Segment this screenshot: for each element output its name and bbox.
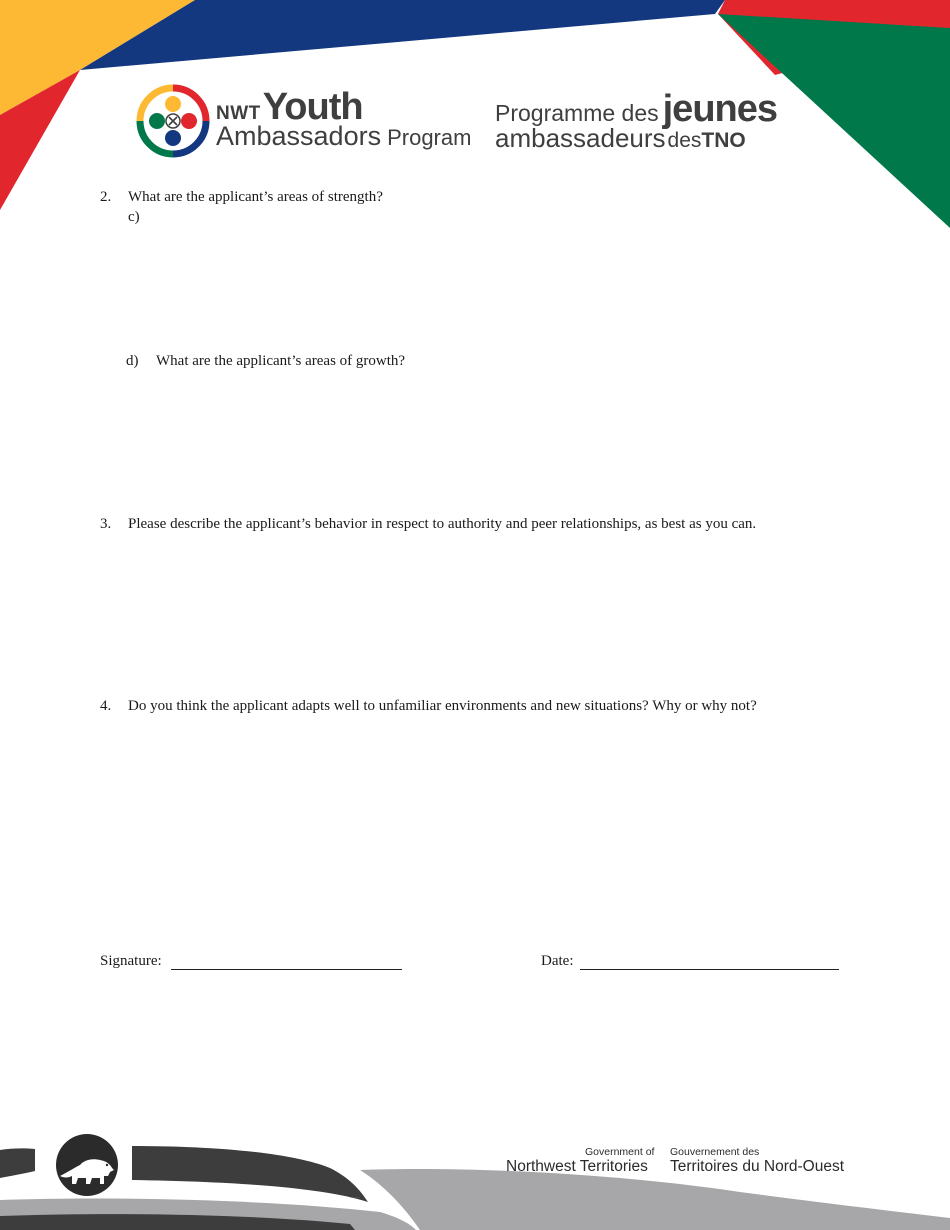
question-text: What are the applicant’s areas of growth? [156, 353, 406, 369]
answer-area-behavior[interactable] [128, 540, 848, 690]
logo-ambassadeurs-text: ambassadeurs [495, 123, 666, 153]
gov-english-small: Government of [585, 1146, 655, 1158]
logo-youth-text: Youth [262, 86, 363, 128]
question-4 [100, 697, 757, 716]
date-field[interactable] [580, 969, 839, 970]
question-number: 2. [100, 189, 112, 205]
logo-tno-text: TNO [701, 129, 746, 152]
youth-ambassadors-logo-icon [136, 84, 210, 158]
logo-program-text: Program [387, 125, 472, 150]
question-text: Do you think the applicant adapts well to unfamiliar environments and new situations? Why or why not? [128, 698, 757, 714]
logo-jeunes-text: jeunes [662, 88, 778, 130]
logo-ambassadors-text: Ambassadors [216, 121, 382, 151]
question-text: Please describe the applicant’s behavior in respect to authority and peer relationships, as best as you can. [128, 516, 757, 532]
gov-french-name: Territoires du Nord-Ouest [670, 1158, 845, 1175]
answer-area-growth[interactable] [128, 378, 848, 508]
footer-dark-swoosh-left [0, 1148, 35, 1178]
gov-english-name: Northwest Territories [506, 1158, 648, 1175]
logo-programme-des-text: Programme des [495, 100, 659, 126]
question-2-sub-d [126, 352, 405, 371]
logo-french-subtitle [495, 123, 746, 154]
answer-area-strength[interactable] [128, 232, 848, 342]
logo-des-text: des [667, 129, 702, 152]
signature-label: Signature: [100, 953, 162, 969]
gov-french-small: Gouvernement des [670, 1146, 760, 1158]
question-marker: d) [126, 353, 139, 369]
question-text: What are the applicant’s areas of strength? [128, 189, 383, 205]
footer-swoosh-graphic [0, 1128, 950, 1230]
question-3 [100, 515, 756, 534]
question-2-sub-c-marker: c) [128, 209, 140, 225]
question-2 [100, 188, 383, 207]
question-number: 4. [100, 698, 112, 714]
logo-english-subtitle [216, 121, 471, 152]
logo-nwt-text: NWT [216, 103, 261, 124]
footer-gray-swoosh-right [360, 1169, 950, 1230]
polar-bear-logo-icon [54, 1132, 120, 1198]
signature-field[interactable] [171, 969, 402, 970]
footer-dark-swoosh-main [132, 1146, 368, 1202]
date-label: Date: [541, 953, 574, 969]
question-number: 3. [100, 516, 112, 532]
answer-area-adaptability[interactable] [128, 722, 848, 932]
